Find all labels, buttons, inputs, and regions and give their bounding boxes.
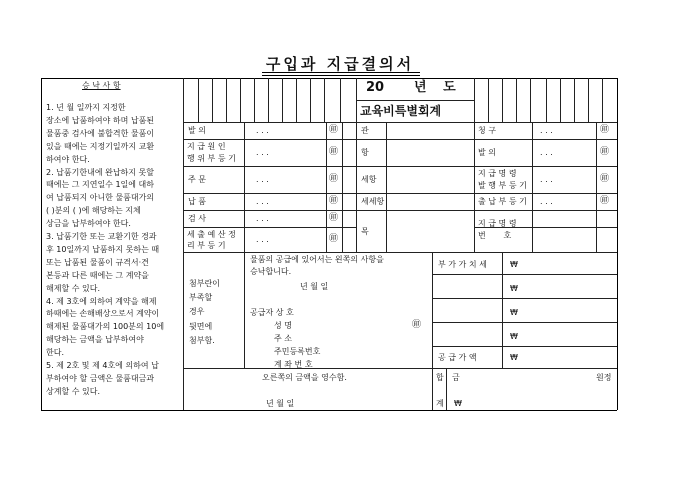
terms-line: 부하여야 할 금액은 물품대금과 xyxy=(46,373,155,383)
vat-label: 부 가 가 치 세 xyxy=(438,260,487,269)
receipt-text: 오른쪽의 금액을 영수함. xyxy=(262,373,347,382)
statement-line2: 승낙합니다. xyxy=(250,267,292,276)
attachment-line: 뒷면에 xyxy=(189,321,213,331)
terms-line: 상금을 납부하여야 한다. xyxy=(46,219,131,229)
terms-line: 후 10일까지 납품하지 못하는 때 xyxy=(46,244,160,254)
left-row-label: 검 사 xyxy=(188,214,206,223)
budget-item-label: 항 xyxy=(361,148,369,157)
terms-line: 상계할 수 있다. xyxy=(46,386,100,396)
won-sign-4: ₩ xyxy=(510,332,518,341)
won-sign-supply: ₩ xyxy=(510,353,518,362)
attachment-line: 첨부함. xyxy=(189,335,215,345)
budget-item-label: 관 xyxy=(361,126,369,135)
right-row-label: 출 납 부 등 기 xyxy=(478,197,527,206)
date-placeholder: . . . xyxy=(540,175,553,184)
seal-icon: ㊞ xyxy=(329,196,339,206)
date-placeholder: . . . xyxy=(256,148,269,157)
statement-date: 년 월 일 xyxy=(300,282,329,291)
terms-line: 여 납품되지 아니한 물품대가의 xyxy=(46,193,155,203)
terms-line: 1. 년 월 일까지 지정한 xyxy=(46,103,126,112)
supplier-seal-icon: ㊞ xyxy=(412,320,422,330)
left-row-label: 납 품 xyxy=(188,197,206,206)
terms-heading: 승 낙 사 항 xyxy=(82,81,121,90)
right-row-label: 청 구 xyxy=(478,126,496,135)
terms-line: ( )분의 ( )에 해당하는 지체 xyxy=(46,206,141,216)
terms-line: 또는 납품된 물품이 규격서·견 xyxy=(46,257,149,267)
terms-line: 해당하는 금액을 납부하여야 xyxy=(46,335,144,345)
attachment-line: 경우 xyxy=(189,307,205,317)
attachment-line: 부족할 xyxy=(189,293,213,303)
date-placeholder: . . . xyxy=(256,197,269,206)
left-row-label: 지 급 원 인 행 위 부 등 기 xyxy=(187,142,236,163)
budget-item-label: 세세항 xyxy=(361,197,385,206)
supplier-label: 공급자 상 호 xyxy=(250,308,294,317)
terms-line: 물품중 검사에 불합격한 물품이 xyxy=(46,128,155,138)
total-won-sign: ₩ xyxy=(454,399,462,408)
seal-icon: ㊞ xyxy=(329,174,339,184)
supply-amount-label: 공 급 가 액 xyxy=(438,353,477,362)
left-row-label: 세 출 예 산 정 리 부 등 기 xyxy=(187,230,236,250)
seal-icon: ㊞ xyxy=(600,147,610,157)
supplier-name: 성 명 xyxy=(274,321,292,330)
right-row-label: 지 급 명 령 발 행 부 등 기 xyxy=(478,169,527,190)
terms-line: 2. 납품기한내에 완납하지 못할 xyxy=(46,167,154,177)
seal-icon: ㊞ xyxy=(329,147,339,157)
total-label-bottom: 계 xyxy=(436,399,444,408)
terms-line: 때에는 그 지연일수 1일에 대하 xyxy=(46,180,154,190)
fiscal-year-prefix: 20 xyxy=(366,80,385,95)
total-amount-prefix: 금 xyxy=(452,373,460,382)
seal-icon: ㊞ xyxy=(600,196,610,206)
page-title: 구입과 지급결의서 xyxy=(265,55,415,73)
date-placeholder: . . . xyxy=(540,126,553,135)
date-placeholder: . . . xyxy=(540,197,553,206)
seal-icon: ㊞ xyxy=(329,213,339,223)
terms-line: 5. 제 2호 및 제 4호에 의하여 납 xyxy=(46,361,159,370)
terms-line: 3. 납품기한 또는 교환기한 경과 xyxy=(46,232,157,241)
terms-line: 4. 제 3호에 의하여 계약을 해제 xyxy=(46,296,157,306)
budget-item-label: 세항 xyxy=(361,175,377,184)
account-name: 교육비특별회계 xyxy=(360,104,442,118)
terms-line: 하여야 한다. xyxy=(46,154,90,164)
left-row-label: 주 문 xyxy=(188,175,206,184)
date-placeholder: . . . xyxy=(540,148,553,157)
budget-item-label: 목 xyxy=(361,226,369,236)
seal-icon: ㊞ xyxy=(600,174,610,184)
date-placeholder: . . . xyxy=(256,126,269,135)
supplier-address: 주 소 xyxy=(274,334,292,343)
seal-icon: ㊞ xyxy=(329,125,339,135)
fiscal-year-suffix: 년 도 xyxy=(414,80,462,95)
won-sign-3: ₩ xyxy=(510,308,518,317)
seal-icon: ㊞ xyxy=(600,125,610,135)
right-row-label: 지 급 명 령 번 호 xyxy=(478,219,517,240)
attachment-line: 첨부란이 xyxy=(189,279,220,288)
supplier-account-number: 계 좌 번 호 xyxy=(274,360,313,369)
terms-line: 한다. xyxy=(46,348,64,358)
total-label-top: 합 xyxy=(436,373,444,382)
title-underline xyxy=(262,72,420,73)
right-row-label: 발 의 xyxy=(478,148,496,157)
terms-line: 있을 때에는 지정기일까지 교환 xyxy=(46,141,155,151)
date-placeholder: . . . xyxy=(256,175,269,184)
terms-line: 본등과 다른 때에는 그 계약을 xyxy=(46,270,149,280)
terms-line: 해제할 수 있다. xyxy=(46,283,100,293)
receipt-date: 년 월 일 xyxy=(266,399,295,408)
won-sign-vat: ₩ xyxy=(510,260,518,269)
seal-icon: ㊞ xyxy=(329,234,339,244)
date-placeholder: . . . xyxy=(256,235,269,244)
supplier-reg-number: 주민등록번호 xyxy=(274,347,321,356)
terms-line: 해제된 물품대가의 100분의 10에 xyxy=(46,322,165,332)
title-underline-2 xyxy=(262,75,420,76)
total-unit: 원정 xyxy=(596,373,612,382)
statement-line1: 물품의 공급에 있어서는 왼쪽의 사항을 xyxy=(250,255,384,264)
date-placeholder: . . . xyxy=(256,214,269,223)
left-row-label: 발 의 xyxy=(188,126,206,135)
terms-line: 장소에 납품하여야 하며 납품된 xyxy=(46,115,155,125)
terms-line: 하때에는 손해배상으로서 계약이 xyxy=(46,309,160,319)
won-sign-2: ₩ xyxy=(510,284,518,293)
